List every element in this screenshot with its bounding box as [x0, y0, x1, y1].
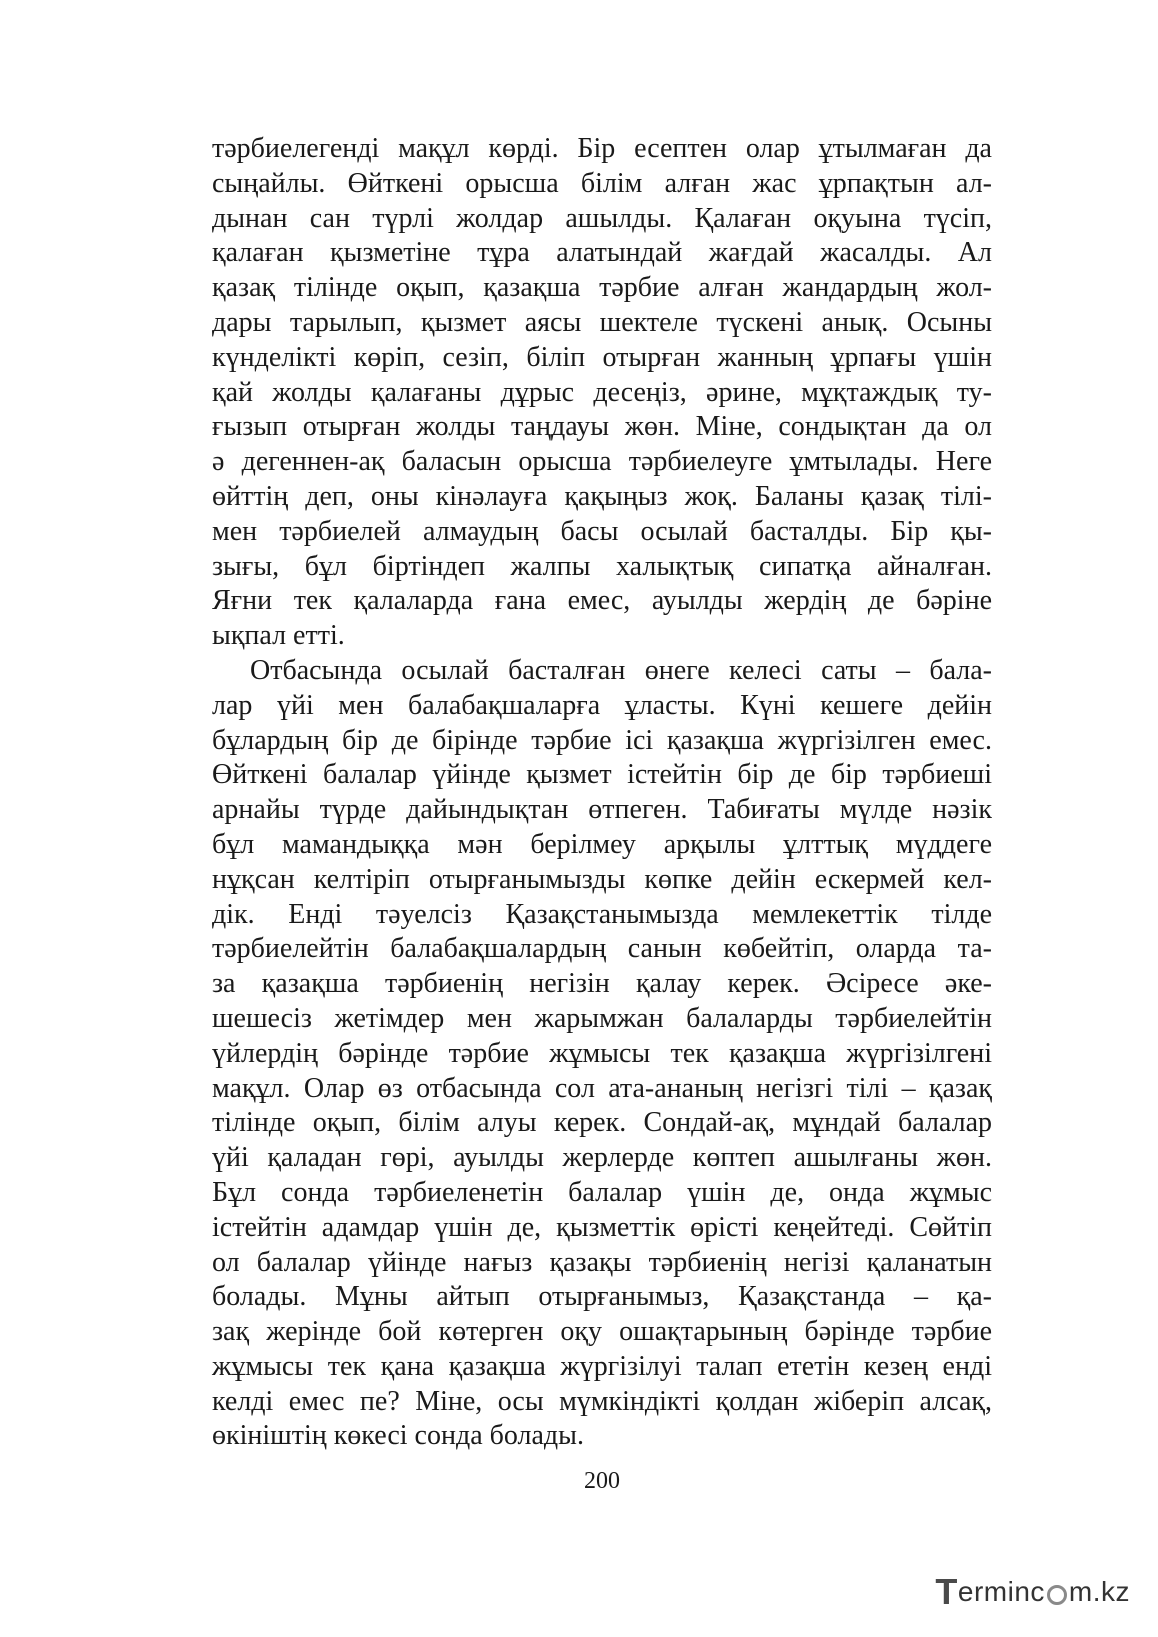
text-line: Яғни тек қалаларда ғана емес, ауылды жердің де бәріне	[212, 585, 992, 617]
text-line: келді емес пе? Міне, осы мүмкіндікті қолдан жіберіп алсақ,	[212, 1385, 992, 1417]
watermark-letter-t: T	[935, 1571, 958, 1612]
paragraph-1	[212, 132, 992, 654]
watermark-text-part: erminc	[957, 1576, 1045, 1607]
text-line: дары тарылып, қызмет аясы шектеле түскені анық. Осыны	[212, 306, 992, 338]
text-line: істейтін адамдар үшін де, қызметтік өрісті кеңейтеді. Сөйтіп	[212, 1211, 992, 1243]
text-line: зығы, бұл біртіндеп жалпы халықтық сипатқа айналған.	[212, 550, 992, 582]
text-line: тәрбиелейтін балабақшалардың санын көбейтіп, оларда та-	[212, 933, 992, 965]
text-line: болады. Мұны айтып отырғанымыз, Қазақстанда – қа-	[212, 1281, 992, 1313]
text-line: үйлердің бәрінде тәрбие жұмысы тек қазақша жүргізілгені	[212, 1037, 992, 1069]
text-line: Бұл сонда тәрбиеленетін балалар үшін де, онда жұмыс	[212, 1176, 992, 1208]
text-line: тәрбиелегенді мақұл көрді. Бір есептен олар ұтылмаған да	[212, 133, 992, 164]
text-line: мақұл. Олар өз отбасында сол ата-ананың негізгі тілі – қазақ	[212, 1072, 992, 1104]
text-line: нұқсан келтіріп отырғанымызды көпке дейін ескермей кел-	[212, 863, 992, 895]
text-line: қай жолды қалағаны дұрыс десеңіз, әрине, мұқтаждық ту-	[212, 376, 992, 408]
text-line: шешесіз жетімдер мен жарымжан балаларды тәрбиелейтін	[212, 1002, 992, 1034]
text-line: ықпал етті.	[212, 620, 345, 652]
text-line: за қазақша тәрбиенің негізін қалау керек. Әсіресе әке-	[212, 968, 992, 1000]
page-number: 200	[584, 1468, 620, 1494]
text-line: сыңайлы. Өйткені орысша білім алған жас ұрпақтын ал-	[212, 167, 992, 199]
text-line: лар үйі мен балабақшаларға ұласты. Күні кешеге дейін	[212, 689, 992, 721]
text-line: Өйткені балалар үйінде қызмет істейтін бір де бір тәрбиеші	[212, 759, 992, 791]
text-line: өйттің деп, оны кінәлауға қақыңыз жоқ. Баланы қазақ тілі-	[212, 480, 992, 512]
text-line: қазақ тілінде оқып, қазақша тәрбие алған жандардың жол-	[212, 272, 992, 304]
text-line: бұл мамандыққа мән берілмеу арқылы ұлттық мүддеге	[212, 828, 992, 860]
text-line: өкініштің көкесі сонда болады.	[212, 1420, 584, 1452]
text-line: тілінде оқып, білім алуы керек. Сондай-ақ, мұндай балалар	[212, 1107, 992, 1139]
text-line: бұлардың бір де бірінде тәрбие ісі қазақша жүргізілген емес.	[212, 724, 992, 756]
text-line: ғызып отырған жолды таңдауы жөн. Міне, сондықтан да ол	[212, 411, 992, 443]
text-line: қалаған қызметіне тұра алатындай жағдай жасалды. Ал	[212, 237, 992, 269]
text-line: жұмысы тек қана қазақша жүргізілуі талап ететін кезең енді	[212, 1350, 992, 1382]
text-line: үйі қаладан гөрі, ауылды жерлерде көптеп ашылғаны жөн.	[212, 1142, 992, 1174]
text-line: арнайы түрде дайындықтан өтпеген. Табиғаты мүлде нәзік	[212, 794, 992, 826]
paragraph-2	[212, 654, 992, 1454]
text-line: Отбасында осылай басталған өнеге келесі саты – бала-	[250, 654, 992, 686]
text-line: дік. Енді тәуелсіз Қазақстанымызда мемлекеттік тілде	[212, 898, 992, 930]
watermark-domain: m.kz	[1068, 1576, 1130, 1607]
text-line: дынан сан түрлі жолдар ашылды. Қалаған оқуына түсіп,	[212, 202, 992, 234]
text-line: күнделікті көріп, сезіп, біліп отырған жанның ұрпағы үшін	[212, 341, 992, 373]
site-watermark-logo	[935, 1569, 1130, 1615]
watermark-o-ring-icon	[1047, 1585, 1067, 1605]
text-line: мен тәрбиелей алмаудың басы осылай басталды. Бір қы-	[212, 515, 992, 547]
text-line: ә дегеннен-ақ баласын орысша тәрбиелеуге ұмтылады. Неге	[212, 446, 992, 478]
body-text	[212, 132, 992, 1454]
text-line: ол балалар үйінде нағыз қазақы тәрбиенің негізі қаланатын	[212, 1246, 992, 1278]
text-line: зақ жерінде бой көтерген оқу ошақтарының бәрінде тәрбие	[212, 1316, 992, 1348]
